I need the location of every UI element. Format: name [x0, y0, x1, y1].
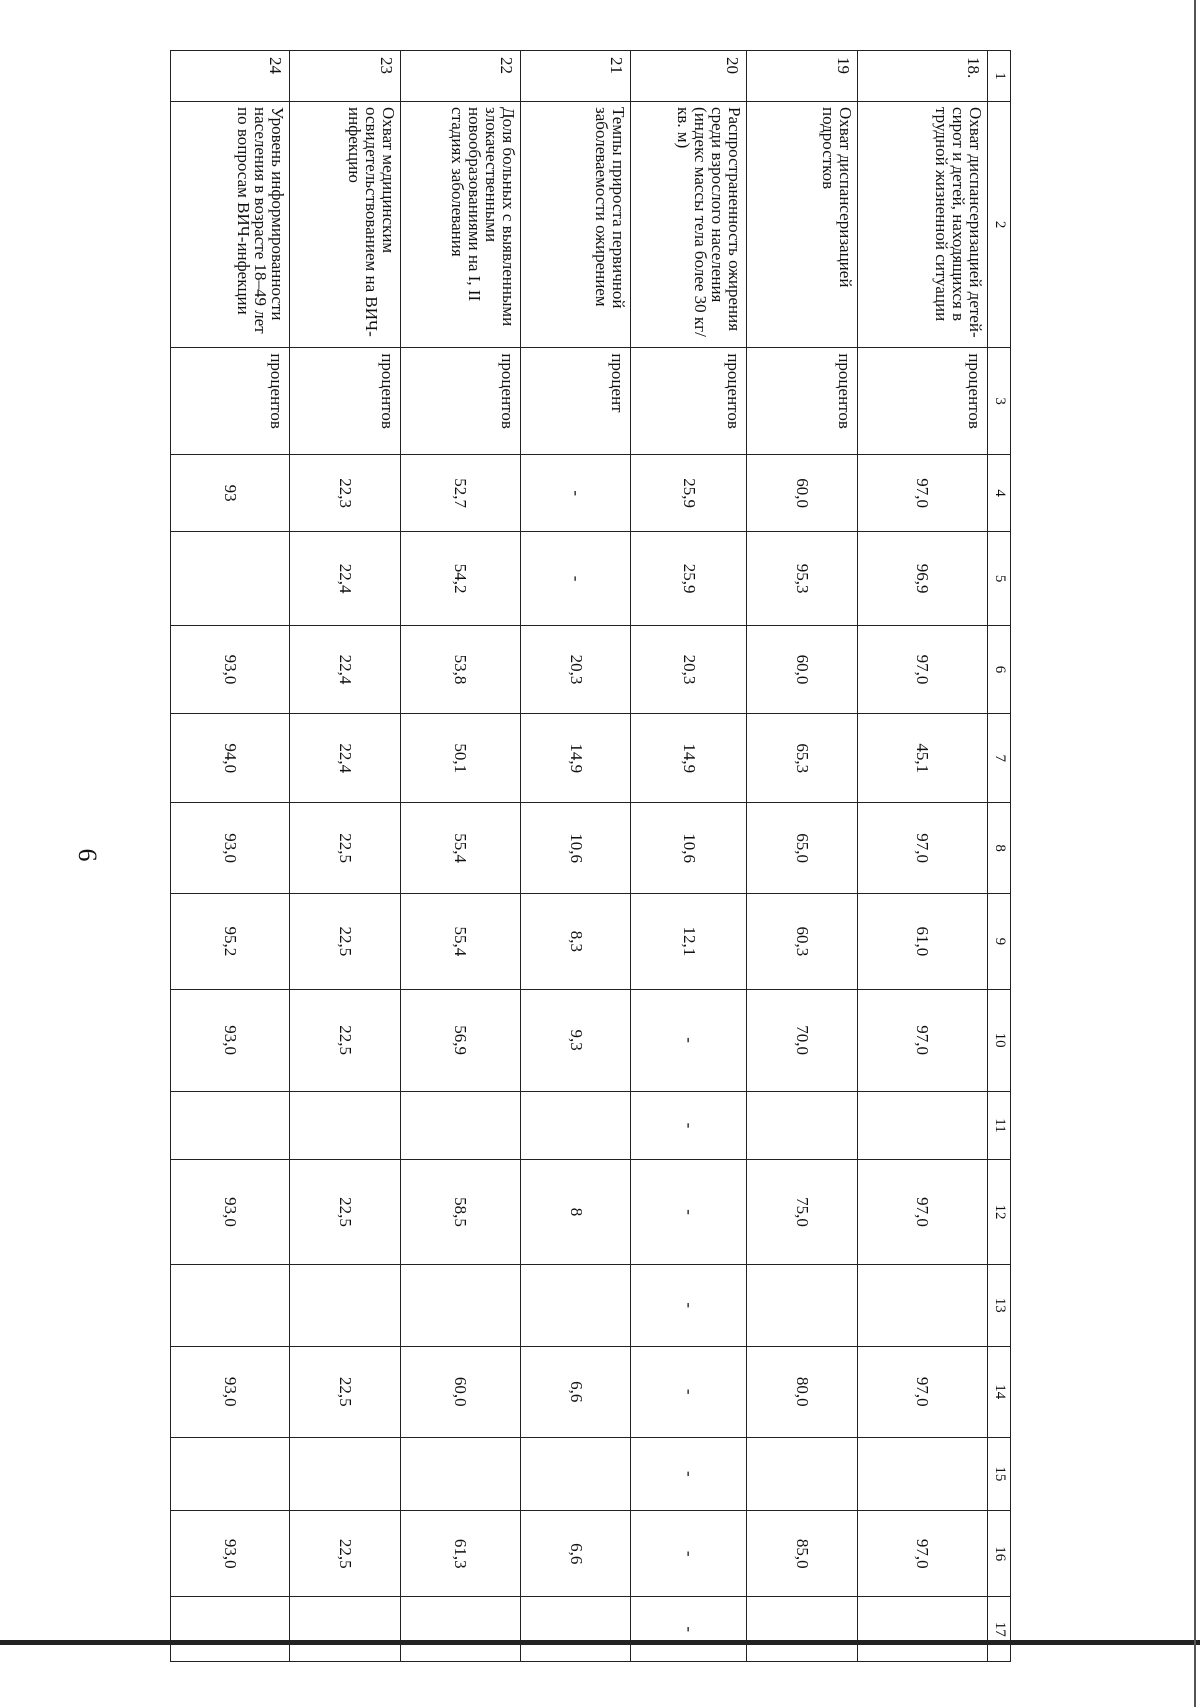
scan-edge-line	[1194, 0, 1196, 1707]
value-cell: 93,0	[171, 989, 290, 1091]
value-cell	[857, 1597, 987, 1662]
value-cell: 14,9	[521, 714, 631, 803]
value-cell: 93,0	[171, 625, 290, 714]
column-number-4: 4	[988, 454, 1011, 532]
value-cell: 8	[521, 1160, 631, 1264]
table-row	[747, 51, 857, 1662]
value-cell: 75,0	[747, 1160, 857, 1264]
value-cell	[400, 1091, 520, 1160]
row-number-cell: 22	[400, 51, 520, 102]
value-cell	[400, 1437, 520, 1510]
scan-border-line	[0, 1640, 1200, 1645]
indicator-name-cell: Охват диспансеризацией детей-сирот и детей, находящихся в трудной жизненной ситуации	[857, 102, 987, 348]
value-cell: 55,4	[400, 894, 520, 989]
value-cell: 50,1	[400, 714, 520, 803]
value-cell	[857, 1437, 987, 1510]
value-cell: 55,4	[400, 803, 520, 894]
value-cell	[400, 1597, 520, 1662]
value-cell	[171, 1437, 290, 1510]
value-cell	[400, 1264, 520, 1346]
table-header-row	[988, 51, 1011, 1662]
value-cell: 10,6	[521, 803, 631, 894]
value-cell: 60,3	[747, 894, 857, 989]
value-cell: 65,3	[747, 714, 857, 803]
unit-cell: процентов	[290, 348, 400, 455]
value-cell: 6,6	[521, 1346, 631, 1437]
value-cell	[857, 1264, 987, 1346]
table-row	[290, 51, 400, 1662]
indicator-name-cell: Доля больных с выявленными злокачественными новообразованиями на I, II стадиях заболевания	[400, 102, 520, 348]
value-cell: 61,0	[857, 894, 987, 989]
value-cell: 22,3	[290, 454, 400, 532]
value-cell: 12,1	[631, 894, 747, 989]
value-cell: 22,4	[290, 625, 400, 714]
column-number-11: 11	[988, 1091, 1011, 1160]
indicator-name-cell: Уровень информированности населения в возрасте 18–49 лет по вопросам ВИЧ-инфекции	[171, 102, 290, 348]
value-cell: 22,4	[290, 532, 400, 625]
value-cell: 22,5	[290, 1160, 400, 1264]
value-cell: 93	[171, 454, 290, 532]
rotated-table-wrapper	[170, 50, 1011, 1662]
value-cell: -	[631, 1091, 747, 1160]
value-cell: 20,3	[521, 625, 631, 714]
value-cell	[521, 1264, 631, 1346]
value-cell: 14,9	[631, 714, 747, 803]
value-cell: 52,7	[400, 454, 520, 532]
column-number-9: 9	[988, 894, 1011, 989]
column-number-15: 15	[988, 1437, 1011, 1510]
column-number-10: 10	[988, 989, 1011, 1091]
row-number-cell: 20	[631, 51, 747, 102]
table-row	[400, 51, 520, 1662]
value-cell	[747, 1091, 857, 1160]
value-cell: 85,0	[747, 1510, 857, 1597]
value-cell: 58,5	[400, 1160, 520, 1264]
column-number-7: 7	[988, 714, 1011, 803]
value-cell: 70,0	[747, 989, 857, 1091]
value-cell	[171, 532, 290, 625]
value-cell: 25,9	[631, 454, 747, 532]
table-row	[631, 51, 747, 1662]
value-cell: 94,0	[171, 714, 290, 803]
value-cell: 22,4	[290, 714, 400, 803]
value-cell: 95,2	[171, 894, 290, 989]
value-cell: 45,1	[857, 714, 987, 803]
value-cell: 97,0	[857, 803, 987, 894]
unit-cell: процентов	[171, 348, 290, 455]
value-cell: 53,8	[400, 625, 520, 714]
value-cell	[857, 1091, 987, 1160]
row-number-cell: 23	[290, 51, 400, 102]
column-number-13: 13	[988, 1264, 1011, 1346]
value-cell: 97,0	[857, 1160, 987, 1264]
value-cell: 22,5	[290, 803, 400, 894]
value-cell: 97,0	[857, 1510, 987, 1597]
row-number-cell: 19	[747, 51, 857, 102]
indicators-table	[170, 50, 1011, 1662]
value-cell	[521, 1091, 631, 1160]
value-cell: 20,3	[631, 625, 747, 714]
table-row	[857, 51, 987, 1662]
value-cell	[290, 1437, 400, 1510]
value-cell: -	[631, 1437, 747, 1510]
value-cell: 22,5	[290, 1510, 400, 1597]
indicator-name-cell: Охват диспансеризацией подростков	[747, 102, 857, 348]
column-number-16: 16	[988, 1510, 1011, 1597]
value-cell	[747, 1597, 857, 1662]
row-number-cell: 24	[171, 51, 290, 102]
value-cell	[290, 1091, 400, 1160]
value-cell: -	[631, 1510, 747, 1597]
value-cell: 96,9	[857, 532, 987, 625]
column-number-17: 17	[988, 1597, 1011, 1662]
value-cell: -	[631, 1160, 747, 1264]
value-cell: 25,9	[631, 532, 747, 625]
value-cell: 56,9	[400, 989, 520, 1091]
value-cell: 22,5	[290, 989, 400, 1091]
value-cell: -	[631, 989, 747, 1091]
value-cell: 60,0	[747, 454, 857, 532]
value-cell: -	[631, 1346, 747, 1437]
value-cell: 93,0	[171, 1346, 290, 1437]
value-cell: 97,0	[857, 454, 987, 532]
value-cell: 95,3	[747, 532, 857, 625]
unit-cell: процентов	[400, 348, 520, 455]
unit-cell: процентов	[857, 348, 987, 455]
value-cell: 10,6	[631, 803, 747, 894]
table-row	[171, 51, 290, 1662]
value-cell: -	[631, 1597, 747, 1662]
value-cell	[171, 1091, 290, 1160]
value-cell	[171, 1597, 290, 1662]
column-number-6: 6	[988, 625, 1011, 714]
unit-cell: процентов	[631, 348, 747, 455]
column-number-14: 14	[988, 1346, 1011, 1437]
value-cell: 60,0	[747, 625, 857, 714]
value-cell: 97,0	[857, 1346, 987, 1437]
value-cell: 93,0	[171, 1510, 290, 1597]
value-cell: 93,0	[171, 1160, 290, 1264]
value-cell: 97,0	[857, 625, 987, 714]
value-cell: 65,0	[747, 803, 857, 894]
value-cell: 9,3	[521, 989, 631, 1091]
value-cell: 80,0	[747, 1346, 857, 1437]
indicator-name-cell: Охват медицинским освидетельствованием на ВИЧ-инфекцию	[290, 102, 400, 348]
value-cell: 54,2	[400, 532, 520, 625]
value-cell: 8,3	[521, 894, 631, 989]
column-number-1: 1	[988, 51, 1011, 102]
value-cell	[521, 1437, 631, 1510]
value-cell: -	[521, 454, 631, 532]
value-cell: -	[631, 1264, 747, 1346]
value-cell	[290, 1264, 400, 1346]
value-cell	[171, 1264, 290, 1346]
value-cell: 6,6	[521, 1510, 631, 1597]
value-cell: 97,0	[857, 989, 987, 1091]
value-cell: 93,0	[171, 803, 290, 894]
value-cell: -	[521, 532, 631, 625]
column-number-12: 12	[988, 1160, 1011, 1264]
unit-cell: процентов	[747, 348, 857, 455]
unit-cell: процент	[521, 348, 631, 455]
page-number: 6	[73, 848, 102, 862]
column-number-2: 2	[988, 102, 1011, 348]
value-cell	[290, 1597, 400, 1662]
value-cell: 22,5	[290, 1346, 400, 1437]
row-number-cell: 21	[521, 51, 631, 102]
indicator-name-cell: Распространенность ожирения среди взрослого населения (индекс массы тела более 30 кг/кв. м)	[631, 102, 747, 348]
value-cell: 60,0	[400, 1346, 520, 1437]
column-number-3: 3	[988, 348, 1011, 455]
value-cell	[521, 1597, 631, 1662]
column-number-5: 5	[988, 532, 1011, 625]
value-cell: 22,5	[290, 894, 400, 989]
row-number-cell: 18.	[857, 51, 987, 102]
table-row	[521, 51, 631, 1662]
value-cell: 61,3	[400, 1510, 520, 1597]
value-cell	[747, 1264, 857, 1346]
indicator-name-cell: Темпы прироста первичной заболеваемости ожирением	[521, 102, 631, 348]
value-cell	[747, 1437, 857, 1510]
column-number-8: 8	[988, 803, 1011, 894]
